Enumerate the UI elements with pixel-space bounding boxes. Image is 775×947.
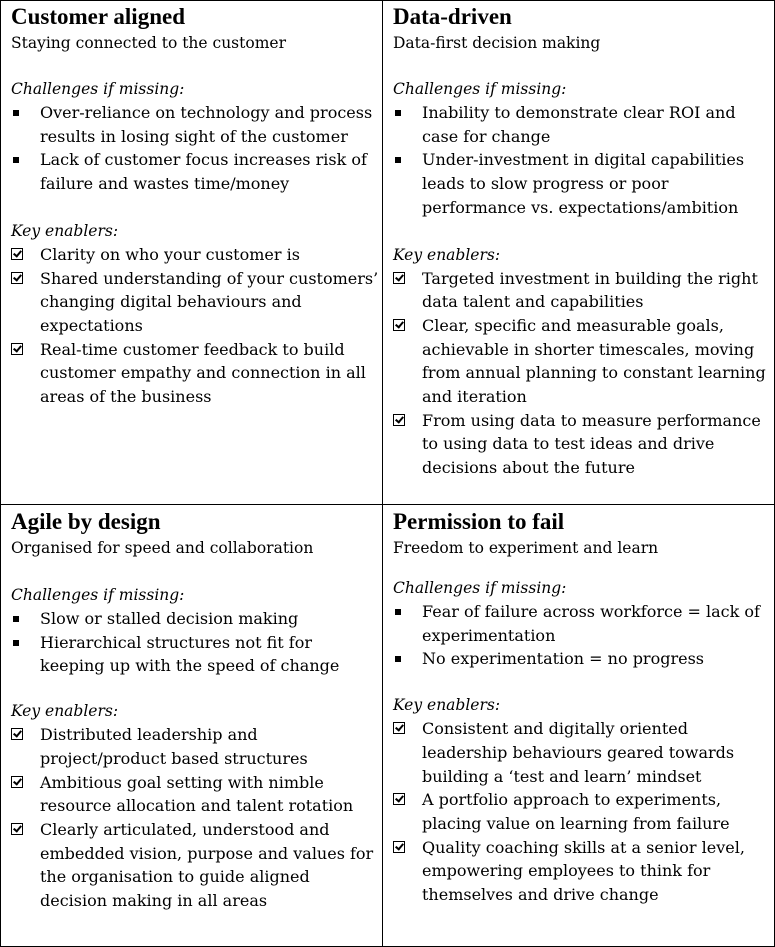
- checkbox-checked-icon: [393, 841, 405, 853]
- challenge-item: [11, 607, 381, 631]
- enabler-text: Consistent and digitally oriented leadership behaviours geared towards building a ‘test and learn’ mindset: [422, 719, 735, 786]
- bullet-icon: [395, 157, 401, 163]
- enabler-item: [11, 267, 381, 338]
- checkbox-checked-icon: [11, 728, 23, 740]
- challenges-list: [11, 101, 381, 196]
- enablers-label: Key enablers:: [393, 245, 501, 264]
- checkbox-checked-icon: [11, 272, 23, 284]
- cell-agile-by-design: [11, 505, 381, 913]
- cell-subtitle: Data-first decision making: [393, 34, 601, 52]
- enablers-label: Key enablers:: [11, 702, 119, 721]
- enablers-label: Key enablers:: [393, 696, 501, 715]
- challenge-item: [11, 101, 381, 148]
- cell-title: Data-driven: [393, 4, 512, 29]
- enabler-item: [393, 836, 773, 907]
- challenge-item: [393, 101, 773, 148]
- enabler-text: A portfolio approach to experiments, placing value on learning from failure: [422, 790, 730, 833]
- challenge-text: Under-investment in digital capabilities leads to slow progress or poor performance vs. expectations/ambition: [422, 150, 745, 217]
- cell-title: Customer aligned: [11, 4, 185, 29]
- challenges-label: Challenges if missing:: [393, 579, 567, 597]
- cell-subtitle: Organised for speed and collaboration: [11, 539, 314, 557]
- bullet-icon: [395, 110, 401, 116]
- bullet-icon: [13, 110, 19, 116]
- challenge-text: Inability to demonstrate clear ROI and case for change: [422, 103, 736, 146]
- enabler-text: Clear, specific and measurable goals, achievable in shorter timescales, moving from annual planning to constant learning and iteration: [422, 315, 766, 407]
- enablers-list: [11, 243, 381, 409]
- checkbox-checked-icon: [393, 272, 405, 284]
- enablers-label: Key enablers:: [11, 221, 119, 240]
- cell-data-driven: [393, 0, 773, 480]
- enabler-text: Targeted investment in building the right data talent and capabilities: [422, 268, 758, 312]
- enabler-text: Clearly articulated, understood and embedded vision, purpose and values for the organisation to guide aligned decision making in all areas: [40, 819, 374, 911]
- checkbox-checked-icon: [11, 823, 23, 835]
- cell-subtitle: Staying connected to the customer: [11, 34, 286, 52]
- enablers-list: [393, 717, 773, 907]
- challenge-text: Hierarchical structures not fit for keeping up with the speed of change: [40, 632, 340, 676]
- challenges-list: [393, 101, 773, 220]
- bullet-icon: [13, 616, 19, 622]
- enabler-text: Ambitious goal setting with nimble resource allocation and talent rotation: [40, 772, 354, 816]
- checkbox-checked-icon: [393, 319, 405, 331]
- enabler-text: From using data to measure performance to using data to test ideas and drive decisions about the future: [422, 410, 761, 478]
- column-divider: [382, 0, 383, 947]
- checkbox-checked-icon: [11, 776, 23, 788]
- challenges-label: Challenges if missing:: [11, 80, 185, 98]
- challenge-item: [393, 148, 773, 219]
- challenge-item: [393, 647, 773, 671]
- enabler-text: Shared understanding of your customers’ changing digital behaviours and expectations: [40, 268, 379, 335]
- enabler-item: [393, 717, 773, 788]
- enablers-list: [11, 723, 381, 913]
- challenges-list: [11, 607, 381, 678]
- bullet-icon: [395, 609, 401, 615]
- enabler-item: [11, 338, 381, 409]
- challenge-item: [11, 631, 381, 678]
- enabler-text: Clarity on who your customer is: [40, 244, 300, 264]
- enabler-text: Quality coaching skills at a senior level, empowering employees to think for themselves and drive change: [422, 837, 745, 905]
- cell-title: Permission to fail: [393, 509, 565, 534]
- cell-permission-to-fail: [393, 505, 773, 907]
- enabler-item: [393, 788, 773, 835]
- challenges-list: [393, 600, 773, 671]
- enabler-item: [393, 409, 773, 480]
- enabler-item: [11, 818, 381, 913]
- enabler-item: [393, 314, 773, 409]
- checkbox-checked-icon: [393, 414, 405, 426]
- cell-subtitle: Freedom to experiment and learn: [393, 539, 659, 557]
- challenge-text: No experimentation = no progress: [422, 649, 704, 669]
- enabler-item: [393, 267, 773, 314]
- challenge-text: Fear of failure across workforce = lack of experimentation: [422, 602, 760, 645]
- enabler-item: [11, 723, 381, 770]
- checkbox-checked-icon: [11, 343, 23, 355]
- challenge-item: [11, 148, 381, 195]
- enablers-list: [393, 267, 773, 480]
- challenge-text: Over-reliance on technology and process results in losing sight of the customer: [40, 103, 373, 146]
- checkbox-checked-icon: [11, 248, 23, 260]
- challenges-label: Challenges if missing:: [393, 80, 567, 98]
- challenge-text: Lack of customer focus increases risk of failure and wastes time/money: [40, 150, 367, 194]
- bullet-icon: [395, 656, 401, 662]
- cell-title: Agile by design: [11, 509, 161, 534]
- bullet-icon: [13, 157, 19, 163]
- challenge-item: [393, 600, 773, 647]
- enabler-item: [11, 771, 381, 818]
- bullet-icon: [13, 640, 19, 646]
- enabler-text: Real-time customer feedback to build customer empathy and connection in all areas of the business: [40, 339, 366, 407]
- enabler-item: [11, 243, 381, 267]
- checkbox-checked-icon: [393, 793, 405, 805]
- cell-customer-aligned: [11, 0, 381, 409]
- checkbox-checked-icon: [393, 722, 405, 734]
- challenge-text: Slow or stalled decision making: [40, 609, 299, 628]
- enabler-text: Distributed leadership and project/product based structures: [40, 725, 308, 768]
- challenges-label: Challenges if missing:: [11, 586, 185, 604]
